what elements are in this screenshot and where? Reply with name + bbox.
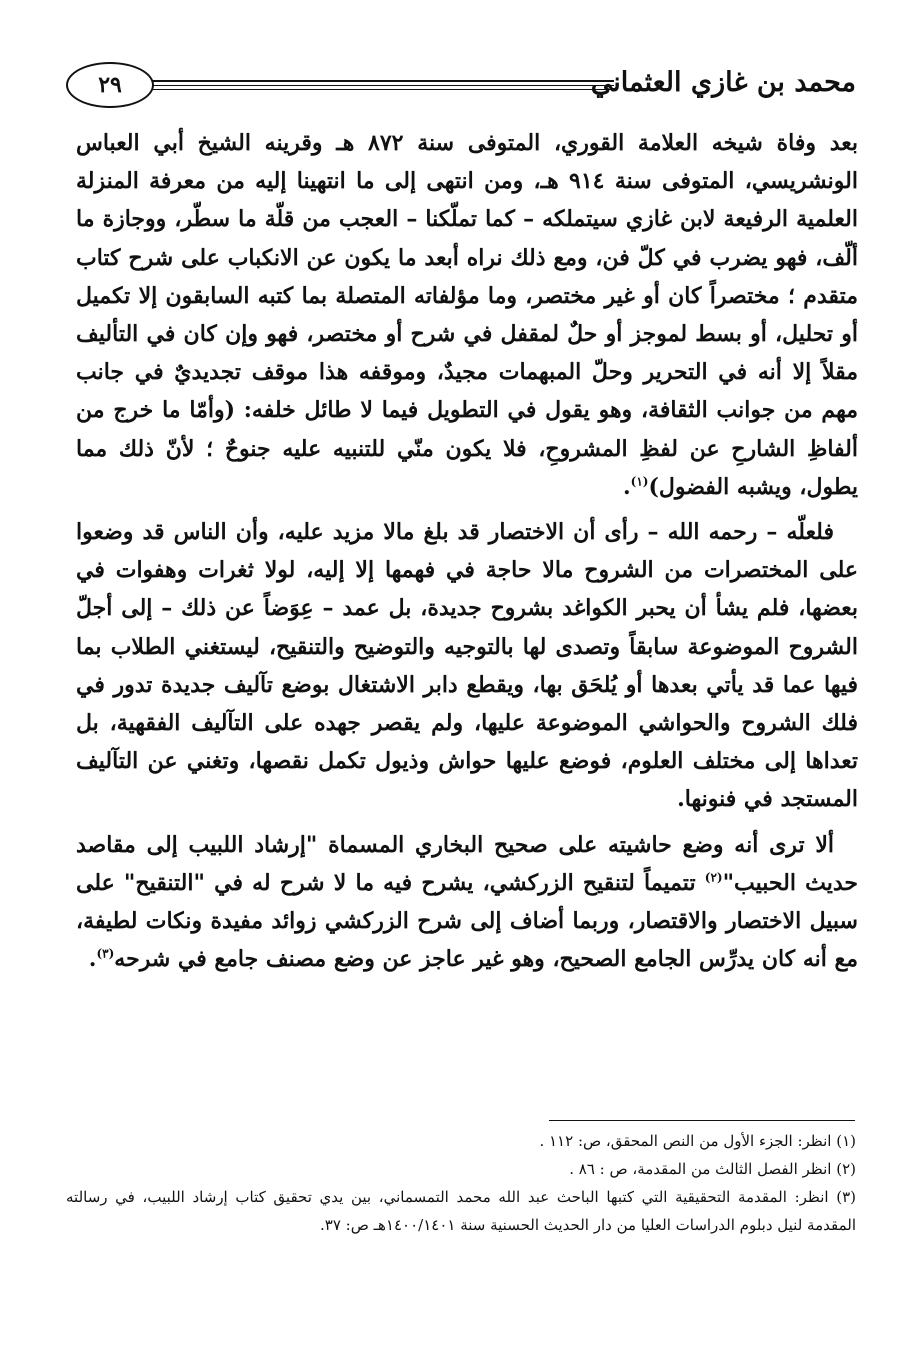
paragraph-text: ألا ترى أنه وضع حاشيته على صحيح البخاري المسماة "إرشاد اللبيب إلى مقاصد حديث الحبيب" [76,831,858,896]
footnotes [66,1127,856,1239]
header-rule [152,80,614,82]
paragraph [76,826,858,979]
footnote: (١) انظر: الجزء الأول من النص المحقق، ص: ١١٢ . [539,1132,856,1150]
footnote-separator [549,1120,855,1121]
main-text [76,124,858,978]
period: . [88,946,97,973]
page-header [66,58,856,114]
footnote-ref: (١) [630,474,649,489]
paragraph-text: بعد وفاة شيخه العلامة القوري، المتوفى سنة ٨٧٢ هـ وقرينه الشيخ أبي العباس الونشريسي، المتوفى سنة ٩١٤ هـ، ومن انتهى إلى ما انتهينا إليه من معرفة المنزلة العلمية الرفيعة لابن غازي سيتملكه – كما تملّكنا – العجب من قلّة ما سطّر، ووجازة ما ألّف، فهو يضرب في كلّ فن، ومع ذلك نراه أبعد ما يكون عن الانكباب على شرح كتاب متقدم ؛ مختصراً كان أو غير مختصر، وما مؤلفاته المتصلة بما كتبه السابقون إلا تكميل أو تحليل، أو بسط لموجز أو حلٌ لمقفل في شرح أو مختصر، فهو وإن كان في التأليف مقلاً إلا أنه في التحرير وحلّ المبهمات مجيدٌ، وموقفه هذا موقف تجديديٌ في جانب مهم من جوانب الثقافة، وهو يقول في التطويل فيما لا طائل خلفه: (وأمّا ما خرج من ألفاظِ الشارحِ عن لفظِ المشروحِ، فلا يكون منّي للتنبيه عليه جنوحٌ ؛ لأنّ ذلك مما يطول، ويشبه الفضول) [76,130,858,500]
paragraph [76,513,858,819]
footnote: (٢) انظر الفصل الثالث من المقدمة، ص : ٨٦ . [569,1160,856,1178]
paragraph-text: فلعلّه – رحمه الله – رأى أن الاختصار قد بلغ مالا مزيد عليه، وأن الناس قد وضعوا على المختصرات من الشروح مالا حاجة في فهمها إلا إليه، لولا ثغرات وهفوات في بعضها، فلم يشأ أن يحبر الكواغد بشروح جديدة، بل عمد – عِوَضاً عن ذلك – إلى أجلّ الشروح الموضوعة سابقاً وتصدى لها بالتوجيه والتوضيح والتنقيح، ليستغني الطلاب بما فيها عما قد يأتي بعدها أو يُلحَق بها، ويقطع دابر الاشتغال بوضع تآليف جديدة تدور في فلك الشروح والحواشي الموضوعة عليها، ولم يقصر جهده على التآليف الفقهية، بل تعداها إلى مختلف العلوم، فوضع عليها حواش وذيول تكمل نقصها، وتغني عن التآليف المستجد في فنونها. [76,519,858,813]
running-head: محمد بن غازي العثماني [590,67,856,98]
page-number: ٢٩ [66,62,154,108]
footnote-ref: (٣) [96,946,115,961]
paragraph-text: تتميماً لتنقيح الزركشي، يشرح فيه ما لا شرح له في "التنقيح" على سبيل الاختصار والاقتصار، وربما أضاف إلى شرح الزركشي زوائد مفيدة ونكات لطيفة، مع أنه كان يدرِّس الجامع الصحيح، وهو غير عاجز عن وضع مصنف جامع في شرحه [76,869,858,973]
period: . [622,473,631,500]
footnote-ref: (٢) [704,870,723,885]
paragraph [76,124,858,506]
header-rule [152,85,614,86]
footnote: (٣) انظر: المقدمة التحقيقية التي كتبها الباحث عبد الله محمد التمسماني، بين يدي تحقيق كتاب إرشاد اللبيب، في رسالته المقدمة لنيل دبلوم الدراسات العليا من دار الحديث الحسنية سنة ١٤٠٠/١٤٠١هـ ص: ٣٧. [66,1188,856,1234]
header-rule [152,89,614,90]
